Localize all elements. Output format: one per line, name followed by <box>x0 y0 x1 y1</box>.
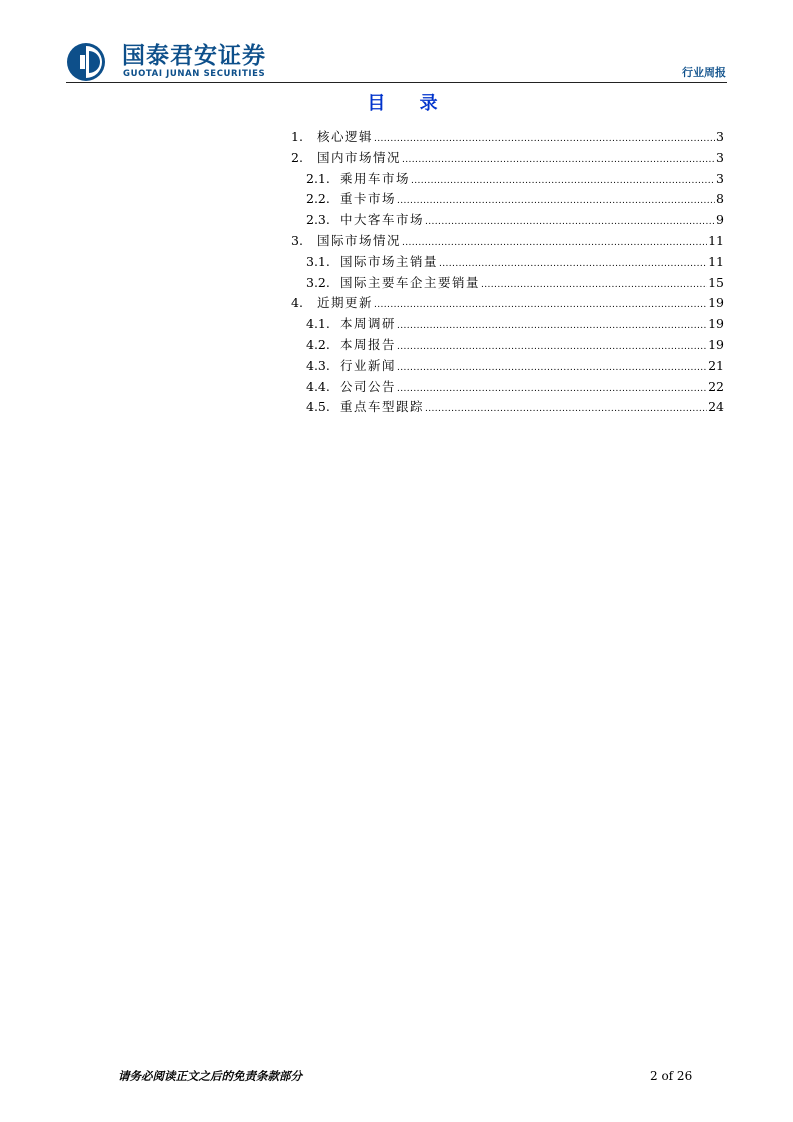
page-number: 2 of 26 <box>650 1069 693 1083</box>
toc-dot-leader <box>397 358 707 379</box>
toc-entry[interactable] <box>291 169 724 190</box>
guotai-junan-logo-icon <box>66 42 106 82</box>
toc-entry-label[interactable]: 国际市场情况 <box>317 232 402 248</box>
toc-entry-number: 3.2. <box>306 274 330 290</box>
toc-entry-page[interactable]: 15 <box>708 274 724 290</box>
toc-entry-label[interactable]: 本周报告 <box>340 336 397 352</box>
toc-entry-page[interactable]: 21 <box>708 357 724 373</box>
toc-entry-label[interactable]: 近期更新 <box>317 295 374 311</box>
toc-dot-leader <box>411 171 715 192</box>
toc-dot-leader <box>397 337 707 358</box>
toc-entry-page[interactable]: 3 <box>716 149 724 165</box>
toc-entry-label[interactable]: 重点车型跟踪 <box>340 399 425 415</box>
toc-dot-leader <box>374 295 707 316</box>
toc-entry-label[interactable]: 核心逻辑 <box>317 129 374 144</box>
toc-entry[interactable] <box>291 397 724 418</box>
toc-dot-leader <box>439 254 707 275</box>
toc-entry-number: 3. <box>291 232 303 248</box>
toc-entry-number: 2. <box>291 149 303 165</box>
toc-dot-leader <box>402 150 715 171</box>
toc-entry-number: 1. <box>291 129 303 144</box>
toc-entry-page[interactable]: 9 <box>716 212 724 228</box>
toc-entry-number: 4.5. <box>306 399 330 415</box>
toc-entry-label[interactable]: 乘用车市场 <box>340 170 411 186</box>
toc-entry-label[interactable]: 国内市场情况 <box>317 149 402 165</box>
toc-entry-page[interactable]: 3 <box>716 129 724 144</box>
toc-entry-page[interactable]: 22 <box>708 378 724 394</box>
brand-name-en: GUOTAI JUNAN SECURITIES <box>123 69 266 79</box>
toc-entry-page[interactable]: 8 <box>716 191 724 207</box>
toc-entry[interactable] <box>291 356 724 377</box>
toc-dot-leader <box>397 379 707 400</box>
toc-entry-label[interactable]: 中大客车市场 <box>340 212 425 228</box>
toc-dot-leader <box>481 275 707 296</box>
table-of-contents <box>291 127 724 418</box>
toc-entry[interactable] <box>291 252 724 273</box>
toc-title: 目 录 <box>367 93 452 114</box>
toc-entry-label[interactable]: 公司公告 <box>340 378 397 394</box>
toc-entry[interactable] <box>291 314 724 335</box>
toc-entry-label[interactable]: 本周调研 <box>340 316 397 332</box>
toc-dot-leader <box>402 233 707 254</box>
toc-entry-number: 2.1. <box>306 170 330 186</box>
toc-entry-number: 4. <box>291 295 303 311</box>
toc-entry[interactable] <box>291 189 724 210</box>
toc-entry-number: 4.3. <box>306 357 330 373</box>
toc-entry-number: 2.2. <box>306 191 330 207</box>
toc-entry[interactable] <box>291 210 724 231</box>
toc-entry-number: 2.3. <box>306 212 330 228</box>
header-divider <box>66 82 727 83</box>
toc-entry-page[interactable]: 11 <box>708 253 724 269</box>
toc-entry-page[interactable]: 19 <box>708 316 724 332</box>
toc-dot-leader <box>397 191 715 212</box>
toc-entry-number: 4.2. <box>306 336 330 352</box>
toc-dot-leader <box>425 212 715 233</box>
toc-entry-label[interactable]: 国际市场主销量 <box>340 253 439 269</box>
toc-dot-leader <box>397 316 707 337</box>
toc-entry-number: 4.1. <box>306 316 330 332</box>
toc-entry[interactable] <box>291 273 724 294</box>
toc-entry-page[interactable]: 11 <box>708 232 724 248</box>
toc-entry-page[interactable]: 19 <box>708 295 724 311</box>
toc-entry[interactable] <box>291 377 724 398</box>
toc-dot-leader <box>374 129 715 150</box>
toc-entry-page[interactable]: 24 <box>708 399 724 415</box>
toc-entry[interactable] <box>291 127 724 148</box>
toc-entry-page[interactable]: 3 <box>716 170 724 186</box>
toc-dot-leader <box>425 399 707 420</box>
toc-entry[interactable] <box>291 293 724 314</box>
toc-entry-number: 3.1. <box>306 253 330 269</box>
footer-disclaimer: 请务必阅读正文之后的免责条款部分 <box>118 1069 302 1083</box>
toc-entry-label[interactable]: 重卡市场 <box>340 191 397 207</box>
page-header <box>66 40 726 82</box>
toc-entry[interactable] <box>291 148 724 169</box>
toc-entry-label[interactable]: 国际主要车企主要销量 <box>340 274 481 290</box>
report-type: 行业周报 <box>682 66 726 79</box>
toc-entry-number: 4.4. <box>306 378 330 394</box>
toc-entry-page[interactable]: 19 <box>708 336 724 352</box>
toc-entry[interactable] <box>291 231 724 252</box>
toc-entry-label[interactable]: 行业新闻 <box>340 357 397 373</box>
toc-entry[interactable] <box>291 335 724 356</box>
brand-name-cn: 国泰君安证券 <box>122 43 266 69</box>
